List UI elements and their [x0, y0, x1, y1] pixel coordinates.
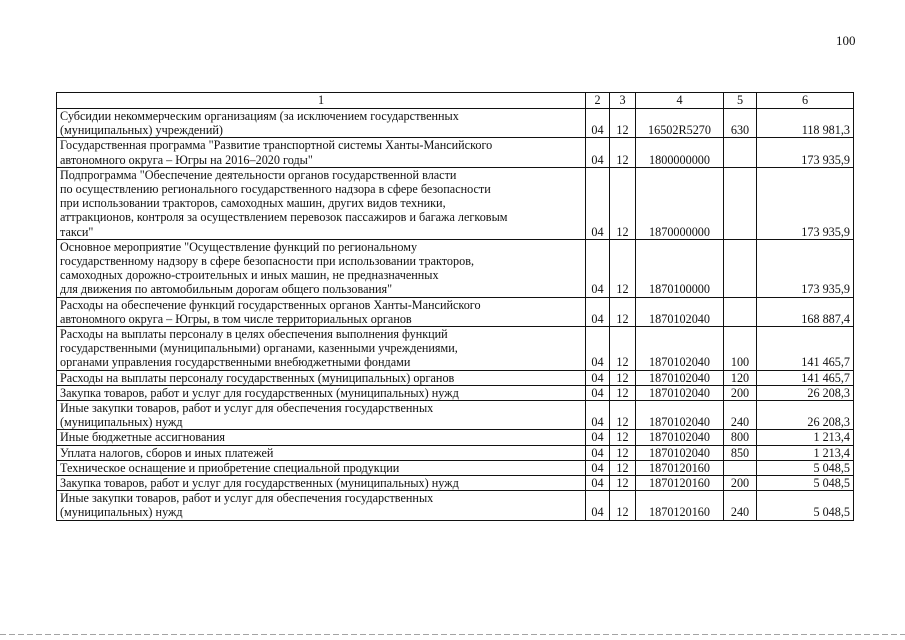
table-row	[57, 370, 854, 385]
item-name-cell	[57, 401, 586, 430]
amount-cell: 1 213,4	[757, 430, 854, 445]
subsection-cell: 12	[610, 491, 636, 520]
item-name-line: Субсидии некоммерческим организациям (за исключением государственных	[60, 109, 459, 123]
subsection-cell: 12	[610, 430, 636, 445]
section-cell: 04	[586, 476, 610, 491]
table-row	[57, 476, 854, 491]
item-name-line: аттракционов, контроля за осуществлением перевозок пассажиров и багажа легковым	[60, 210, 508, 225]
item-name-line: Государственная программа "Развитие транспортной системы Ханты-Мансийского	[60, 138, 493, 153]
amount-cell: 26 208,3	[757, 385, 854, 400]
item-name-cell	[57, 460, 586, 475]
item-name-line: (муниципальных) учреждений)	[60, 123, 223, 138]
subsection-cell: 12	[610, 370, 636, 385]
table-row	[57, 445, 854, 460]
target-article-cell: 1870102040	[636, 385, 724, 400]
item-name-line: автономного округа – Югры на 2016–2020 годы"	[60, 152, 313, 167]
section-cell: 04	[586, 430, 610, 445]
budget-table	[56, 92, 854, 521]
table-row	[57, 401, 854, 430]
subsection-cell: 12	[610, 109, 636, 138]
expense-type-cell	[724, 138, 757, 167]
amount-cell: 173 935,9	[757, 138, 854, 167]
amount-cell: 1 213,4	[757, 445, 854, 460]
item-name-cell	[57, 476, 586, 491]
table-row	[57, 385, 854, 400]
amount-cell: 173 935,9	[757, 239, 854, 297]
target-article-cell: 1870000000	[636, 167, 724, 239]
subsection-cell: 12	[610, 297, 636, 326]
subsection-cell: 12	[610, 460, 636, 475]
expense-type-cell: 120	[724, 370, 757, 385]
item-name-line: Основное мероприятие "Осуществление функций по региональному	[60, 239, 418, 254]
item-name-cell	[57, 297, 586, 326]
expense-type-cell: 100	[724, 327, 757, 371]
amount-cell: 5 048,5	[757, 491, 854, 520]
section-cell: 04	[586, 167, 610, 239]
item-name-line: Уплата налогов, сборов и иных платежей	[60, 445, 274, 460]
table-row	[57, 109, 854, 138]
item-name-cell	[57, 239, 586, 297]
target-article-cell: 1870102040	[636, 430, 724, 445]
amount-cell: 168 887,4	[757, 297, 854, 326]
expense-type-cell	[724, 297, 757, 326]
expense-type-cell: 200	[724, 385, 757, 400]
subsection-cell: 12	[610, 167, 636, 239]
table-row	[57, 138, 854, 167]
item-name-line: государственному надзору в сфере безопасности при использовании тракторов,	[60, 254, 475, 269]
item-name-cell	[57, 327, 586, 371]
item-name-cell	[57, 430, 586, 445]
item-name-line: при использовании тракторов, самоходных машин, других видов техники,	[60, 196, 446, 211]
item-name-line: Иные закупки товаров, работ и услуг для обеспечения государственных	[60, 491, 434, 506]
header-cell: 4	[636, 93, 724, 109]
expense-type-cell: 630	[724, 109, 757, 138]
expense-type-cell	[724, 460, 757, 475]
section-cell: 04	[586, 138, 610, 167]
target-article-cell: 1870102040	[636, 327, 724, 371]
item-name-line: Закупка товаров, работ и услуг для государственных (муниципальных) нужд	[60, 476, 459, 491]
target-article-cell: 1870120160	[636, 460, 724, 475]
item-name-cell	[57, 385, 586, 400]
expense-type-cell: 850	[724, 445, 757, 460]
page-number: 100	[836, 33, 856, 48]
target-article-cell: 16502R5270	[636, 109, 724, 138]
item-name-cell	[57, 109, 586, 138]
header-cell: 3	[610, 93, 636, 109]
amount-cell: 5 048,5	[757, 476, 854, 491]
item-name-line: органами управления государственными внебюджетными фондами	[60, 355, 411, 370]
item-name-line: Техническое оснащение и приобретение специальной продукции	[60, 460, 400, 475]
section-cell: 04	[586, 109, 610, 138]
subsection-cell: 12	[610, 445, 636, 460]
subsection-cell: 12	[610, 239, 636, 297]
table-row	[57, 239, 854, 297]
amount-cell: 141 465,7	[757, 370, 854, 385]
item-name-line: Расходы на выплаты персоналу государственных (муниципальных) органов	[60, 370, 455, 385]
subsection-cell: 12	[610, 476, 636, 491]
item-name-line: самоходных дорожно-строительных и иных машин, не предназначенных	[60, 268, 439, 283]
target-article-cell: 1870102040	[636, 297, 724, 326]
target-article-cell: 1870100000	[636, 239, 724, 297]
item-name-line: автономного округа – Югры, в том числе территориальных органов	[60, 311, 412, 326]
table-row	[57, 430, 854, 445]
table-body	[57, 93, 854, 521]
expense-type-cell: 240	[724, 401, 757, 430]
header-cell: 5	[724, 93, 757, 109]
table-row	[57, 297, 854, 326]
expense-type-cell	[724, 239, 757, 297]
target-article-cell: 1800000000	[636, 138, 724, 167]
section-cell: 04	[586, 370, 610, 385]
item-name-cell	[57, 491, 586, 520]
target-article-cell: 1870102040	[636, 445, 724, 460]
expense-type-cell: 240	[724, 491, 757, 520]
item-name-cell	[57, 138, 586, 167]
scan-edge-line	[0, 634, 905, 635]
item-name-line: (муниципальных) нужд	[60, 415, 183, 430]
item-name-line: по осуществлению регионального государственного надзора в сфере безопасности	[60, 182, 491, 197]
target-article-cell: 1870120160	[636, 476, 724, 491]
expense-type-cell: 200	[724, 476, 757, 491]
amount-cell: 5 048,5	[757, 460, 854, 475]
item-name-line: Подпрограмма "Обеспечение деятельности органов государственной власти	[60, 167, 457, 182]
target-article-cell: 1870120160	[636, 491, 724, 520]
table-row	[57, 167, 854, 239]
item-name-line: для движения по автомобильным дорогам общего пользования"	[60, 282, 393, 297]
table-header-row	[57, 93, 854, 109]
item-name-line: государственными (муниципальными) органами, казенными учреждениями,	[60, 341, 458, 356]
section-cell: 04	[586, 385, 610, 400]
table-row	[57, 327, 854, 371]
section-cell: 04	[586, 445, 610, 460]
subsection-cell: 12	[610, 327, 636, 371]
item-name-cell	[57, 370, 586, 385]
item-name-cell	[57, 167, 586, 239]
item-name-line: Расходы на выплаты персоналу в целях обеспечения выполнения функций	[60, 327, 448, 342]
amount-cell: 118 981,3	[757, 109, 854, 138]
amount-cell: 26 208,3	[757, 401, 854, 430]
section-cell: 04	[586, 491, 610, 520]
section-cell: 04	[586, 460, 610, 475]
subsection-cell: 12	[610, 138, 636, 167]
amount-cell: 141 465,7	[757, 327, 854, 371]
item-name-line: Иные бюджетные ассигнования	[60, 430, 226, 445]
header-cell: 1	[57, 93, 586, 109]
target-article-cell: 1870102040	[636, 370, 724, 385]
target-article-cell: 1870102040	[636, 401, 724, 430]
section-cell: 04	[586, 401, 610, 430]
subsection-cell: 12	[610, 401, 636, 430]
item-name-line: Иные закупки товаров, работ и услуг для обеспечения государственных	[60, 401, 434, 416]
expense-type-cell	[724, 167, 757, 239]
item-name-line: Расходы на обеспечение функций государственных органов Ханты-Мансийского	[60, 297, 481, 312]
section-cell: 04	[586, 239, 610, 297]
item-name-cell	[57, 445, 586, 460]
item-name-line: (муниципальных) нужд	[60, 505, 183, 520]
section-cell: 04	[586, 327, 610, 371]
amount-cell: 173 935,9	[757, 167, 854, 239]
item-name-line: Закупка товаров, работ и услуг для государственных (муниципальных) нужд	[60, 385, 459, 400]
table-row	[57, 460, 854, 475]
expense-type-cell: 800	[724, 430, 757, 445]
header-cell: 6	[757, 93, 854, 109]
item-name-line: такси"	[60, 224, 94, 239]
subsection-cell: 12	[610, 385, 636, 400]
header-cell: 2	[586, 93, 610, 109]
table-row	[57, 491, 854, 520]
section-cell: 04	[586, 297, 610, 326]
